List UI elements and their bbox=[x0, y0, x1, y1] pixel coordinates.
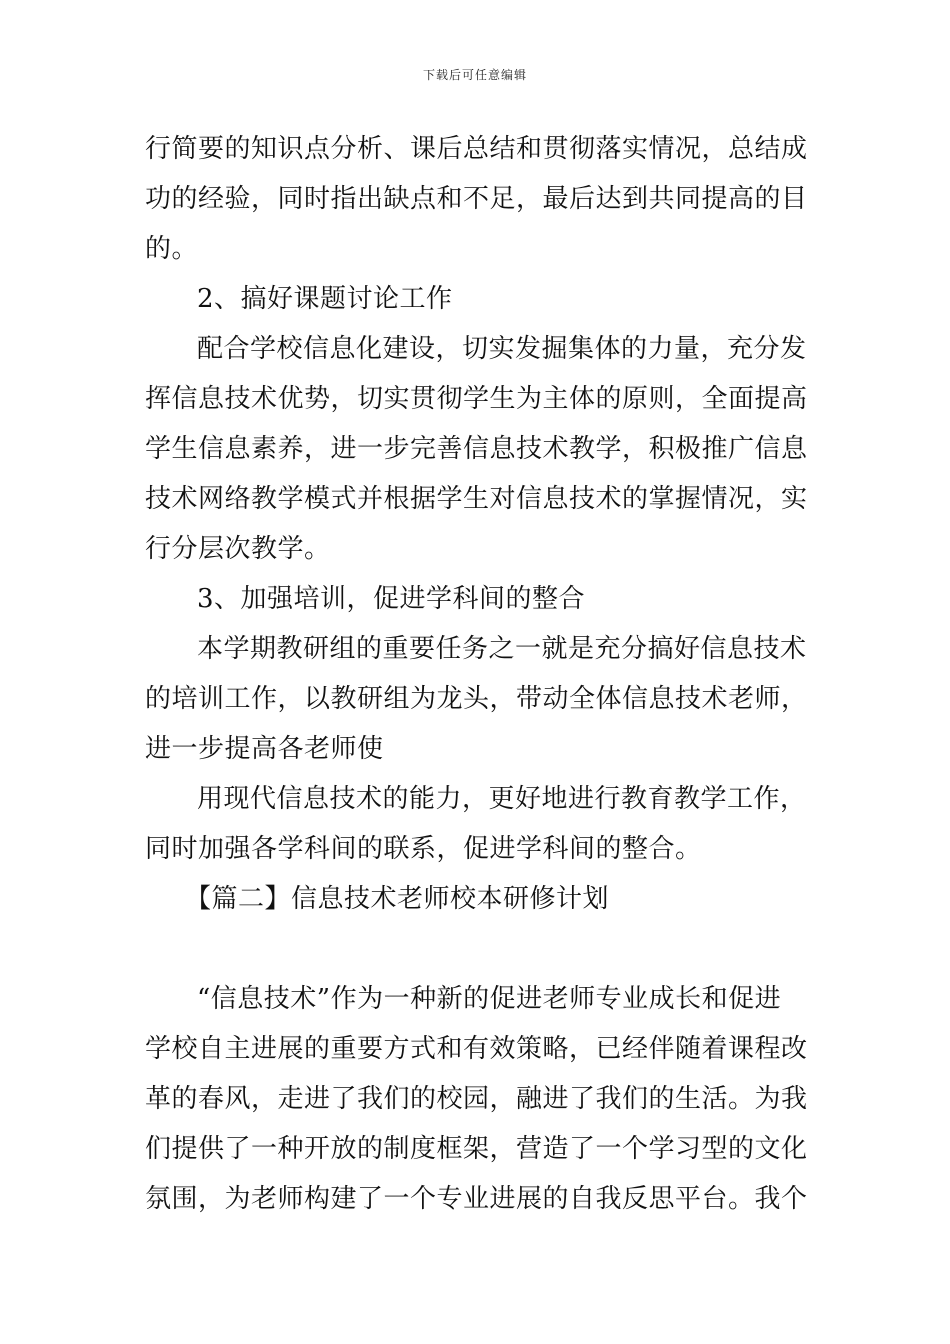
section-heading: 3、加强培训，促进学科间的整合 bbox=[197, 584, 586, 614]
paragraph-line: 进一步提高各老师使 bbox=[145, 734, 384, 764]
paragraph-line: 行简要的知识点分析、课后总结和贯彻落实情况，总结成 bbox=[145, 134, 808, 164]
paragraph-line: 们提供了一种开放的制度框架，营造了一个学习型的文化 bbox=[145, 1134, 808, 1164]
paragraph-line: 行分层次教学。 bbox=[145, 534, 331, 564]
paragraph-line: 本学期教研组的重要任务之一就是充分搞好信息技术 bbox=[197, 634, 807, 664]
paragraph-line: 功的经验，同时指出缺点和不足，最后达到共同提高的目 bbox=[145, 184, 808, 214]
document-body bbox=[145, 124, 810, 1224]
paragraph-line: 用现代信息技术的能力，更好地进行教育教学工作， bbox=[197, 784, 807, 814]
paragraph-line: 学生信息素养，进一步完善信息技术教学，积极推广信息 bbox=[145, 434, 808, 464]
paragraph-line: 的培训工作，以教研组为龙头，带动全体信息技术老师， bbox=[145, 684, 808, 714]
page-header: 下载后可任意编辑 bbox=[422, 68, 527, 82]
paragraph-line: “信息技术”作为一种新的促进老师专业成长和促进 bbox=[197, 984, 782, 1014]
paragraph-line: 的。 bbox=[145, 234, 199, 264]
paragraph-line: 学校自主进展的重要方式和有效策略，已经伴随着课程改 bbox=[145, 1034, 808, 1064]
paragraph-line: 挥信息技术优势，切实贯彻学生为主体的原则，全面提高 bbox=[145, 384, 808, 414]
section-heading: 2、搞好课题讨论工作 bbox=[197, 284, 453, 314]
paragraph-line: 氛围，为老师构建了一个专业进展的自我反思平台。我个 bbox=[145, 1184, 808, 1214]
paragraph-line: 配合学校信息化建设，切实发掘集体的力量，充分发 bbox=[197, 334, 807, 364]
paragraph-line: 革的春风，走进了我们的校园，融进了我们的生活。为我 bbox=[145, 1084, 808, 1114]
part-title: 【篇二】信息技术老师校本研修计划 bbox=[185, 884, 610, 914]
paragraph-line: 同时加强各学科间的联系，促进学科间的整合。 bbox=[145, 834, 702, 864]
paragraph-line: 技术网络教学模式并根据学生对信息技术的掌握情况，实 bbox=[145, 484, 808, 514]
